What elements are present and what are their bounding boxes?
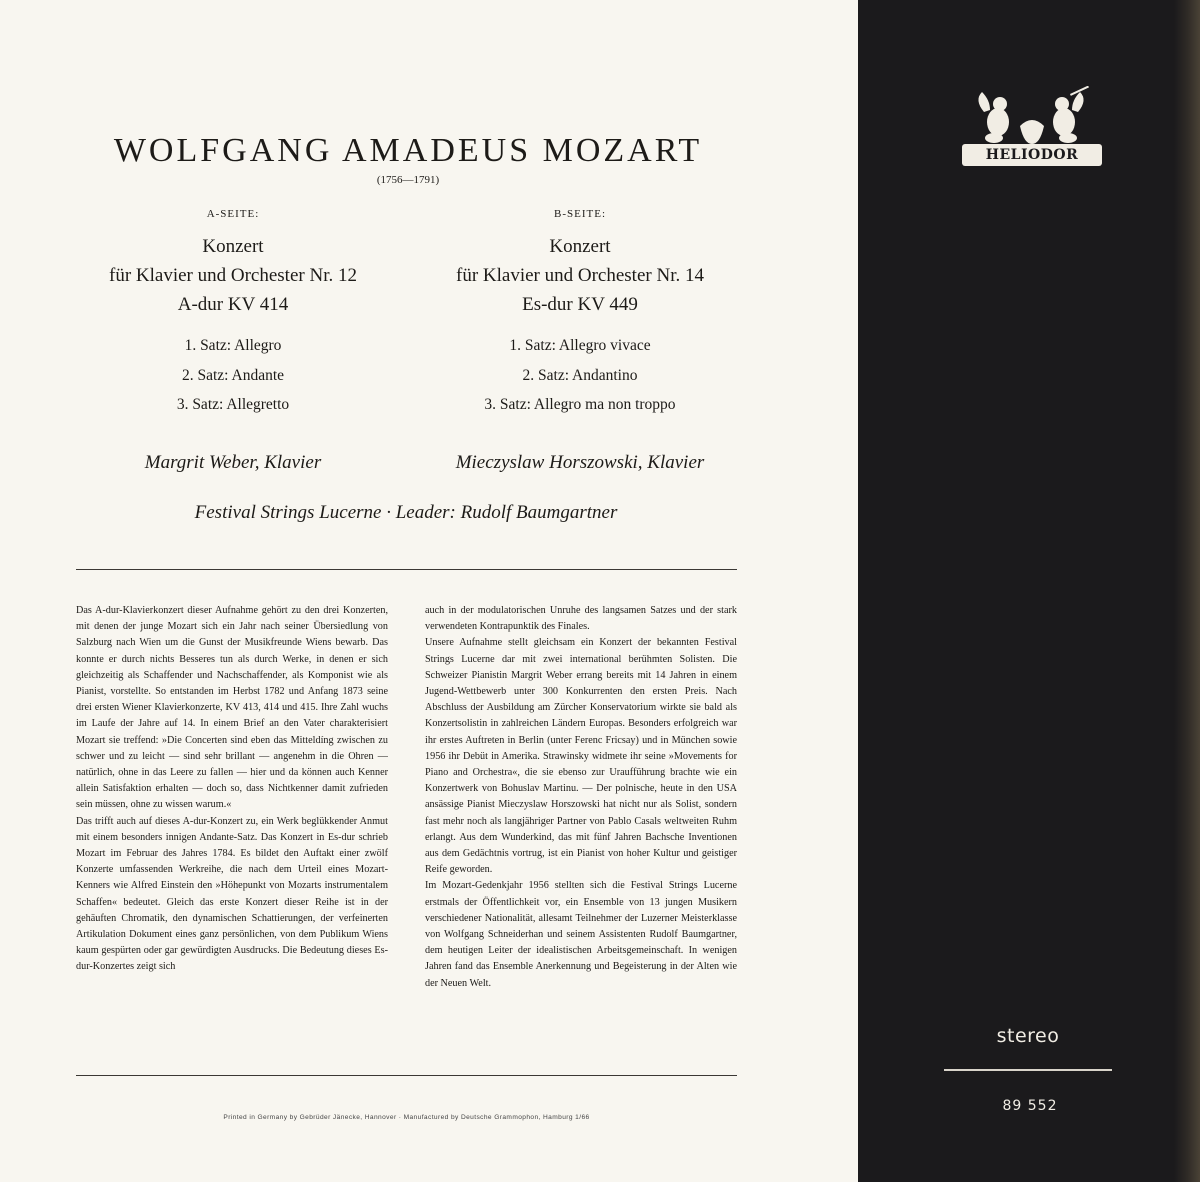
side-b-label: B-SEITE: <box>554 208 606 220</box>
liner-notes-right <box>425 603 737 992</box>
spine-edge <box>1174 0 1200 1182</box>
liner-paragraph: Das A-dur-Klavierkonzert dieser Aufnahme gehört zu den drei Konzerten, mit denen der junge Mozart sich ein Jahr nach seiner Übersiedlung von Salzburg nach Wien um die Gunst der Musikfreunde Wiens bewarb. Das konnte er durch nichts Besseres tun als durch Werke, in denen er sich gleichzeitig als Schaffender und Nachschaffender, als Komponist wie als Pianist, vorstellte. So entstanden im Herbst 1782 und Anfang 1873 seine drei ersten Wiener Klavierkonzerte, KV 413, 414 und 415. Ihre Zahl wuchs im Laufe der Jahre auf 14. In einem Brief an den Vater charakterisiert Mozart sie treffend: »Die Concerten sind eben das Mitteldíng zwischen zu schwer und zu leicht — sind sehr brillant — angenehm in die Ohren — natürlich, ohne in das Leere zu fallen — hier und da können auch Kenner allein Satisfaktion erhalten — doch so, dass Nichtkenner damit zufrieden sein müssen, ohne zu wissen warum.« <box>76 605 388 811</box>
side-a-performer: Margrit Weber, Klavier <box>144 452 322 473</box>
liner-paragraph: auch in der modulatorischen Unruhe des langsamen Satzes und der stark verwendeten Kontrapunktik des Finales. <box>425 605 737 633</box>
side-b-work-line: für Klavier und Orchester Nr. 14 <box>456 265 704 286</box>
heliodor-logo <box>962 86 1102 166</box>
side-b-movement: 1. Satz: Allegro vivace <box>509 337 651 354</box>
side-a-movement: 3. Satz: Allegretto <box>176 396 290 413</box>
side-b-column <box>415 208 745 420</box>
side-b-work <box>415 232 745 319</box>
composer-title: WOLFGANG AMADEUS MOZART <box>113 132 703 169</box>
side-a-work-line: für Klavier und Orchester Nr. 12 <box>109 265 357 286</box>
side-b-movements <box>415 331 745 420</box>
liner-paragraph: Das trifft auch auf dieses A-dur-Konzert zu, ein Werk beglükkender Anmut mit einem besonders innigen Andante-Satz. Das Konzert in Es-dur schrieb Mozart im Februar des Jahres 1784. Es bildet den Auftakt einer zwölf Konzerte umfassenden Werkreihe, die nach dem Urteil eines Mozart-Kenners wie Alfred Einstein den »Höhepunkt von Mozarts instrumentalem Schaffen« bedeutet. Gleich das erste Konzert dieser Reihe ist in der gehäuften Chromatik, den dynamischen Schattierungen, der verfeinerten Artikulation Dokument eines ganz persönlichen, von dem Publikum Wiens kaum gespürten oder gar gewürdigten Ausdrucks. Die Bedeutung dieses Es-dur-Konzertes zeigt sich <box>76 815 388 973</box>
liner-paragraph: Unsere Aufnahme stellt gleichsam ein Konzert der bekannten Festival Strings Lucerne dar mit zwei international berühmten Solisten. Die Schweizer Pianistin Margrit Weber errang bereits mit 14 Jahren in einem Jugend-Wettbewerb unter 300 Konkurrenten den ersten Preis. Nach Abschluss der Ausbildung am Zürcher Konservatorium wirkte sie bald als Konzertsolistin in zahlreichen Ländern Europas. Besonders erfolgreich war ihr erstes Auftreten in Berlin (unter Ferenc Fricsay) und in München sowie 1956 ihr Debüt in Amerika. Strawinsky widmete ihr seine »Movements for Piano and Orchestra«, die sie ebenso zur Uraufführung brachte wie ein Konzertwerk von Bohuslav Martinu. — Der polnische, heute in den USA ansässige Pianist Mieczyslaw Horszowski hat nicht nur als Solist, sondern fast mehr noch als langjähriger Partner von Pablo Casals weltweiten Ruhm erlangt. Aus dem Wunderkind, das mit fünf Jahren Bachsche Inventionen aus dem Gedächtnis vortrug, ist ein Pianist von hoher Kultur und geistiger Reife geworden. <box>425 637 737 876</box>
catalog-number: 89 552 <box>1002 1098 1058 1114</box>
stereo-mark: stereo <box>996 1025 1060 1047</box>
printing-credit: Printed in Germany by Gebrüder Jänecke, Hannover · Manufactured by Deutsche Grammophon, Hamburg 1/66 <box>223 1114 590 1121</box>
side-a-work <box>68 232 398 319</box>
side-b-movement: 3. Satz: Allegro ma non troppo <box>484 396 676 413</box>
divider-top <box>76 569 737 570</box>
side-b-movement: 2. Satz: Andantino <box>522 366 638 384</box>
divider-bottom <box>76 1075 737 1076</box>
side-a-column <box>68 208 398 420</box>
cherubs-emblem-icon <box>962 86 1102 148</box>
side-a-work-line: Konzert <box>202 236 264 257</box>
side-b-performer: Mieczyslaw Horszowski, Klavier <box>455 452 705 473</box>
heliodor-wordmark: HELIODOR <box>962 144 1102 166</box>
side-b-work-line: Konzert <box>549 236 611 257</box>
liner-notes-left <box>76 603 388 976</box>
side-a-movement: 2. Satz: Andante <box>181 366 285 384</box>
label-spine <box>858 0 1200 1182</box>
side-a-movements <box>68 331 398 420</box>
orchestra-credit: Festival Strings Lucerne · Leader: Rudolf Baumgartner <box>194 502 618 523</box>
side-a-label: A-SEITE: <box>206 208 260 220</box>
liner-paragraph: Im Mozart-Gedenkjahr 1956 stellten sich die Festival Strings Lucerne erstmals der Öffentlichkeit vor, ein Ensemble von 13 jungen Musikern verschiedener Nationalität, allesamt Teilnehmer der Luzerner Meisterklasse von Wolfgang Schneiderhan und seinem Assistenten Rudolf Baumgartner, dem heutigen Leiter der idealistischen Arbeitsgemeinschaft. In wenigen Jahren fand das Ensemble Anerkennung und Begeisterung in der Alten wie der Neuen Welt. <box>425 880 737 989</box>
stereo-divider <box>944 1069 1112 1071</box>
composer-dates: (1756—1791) <box>376 174 440 186</box>
side-a-work-line: A-dur KV 414 <box>177 294 289 315</box>
side-a-movement: 1. Satz: Allegro <box>184 337 282 354</box>
side-b-work-line: Es-dur KV 449 <box>522 294 638 315</box>
